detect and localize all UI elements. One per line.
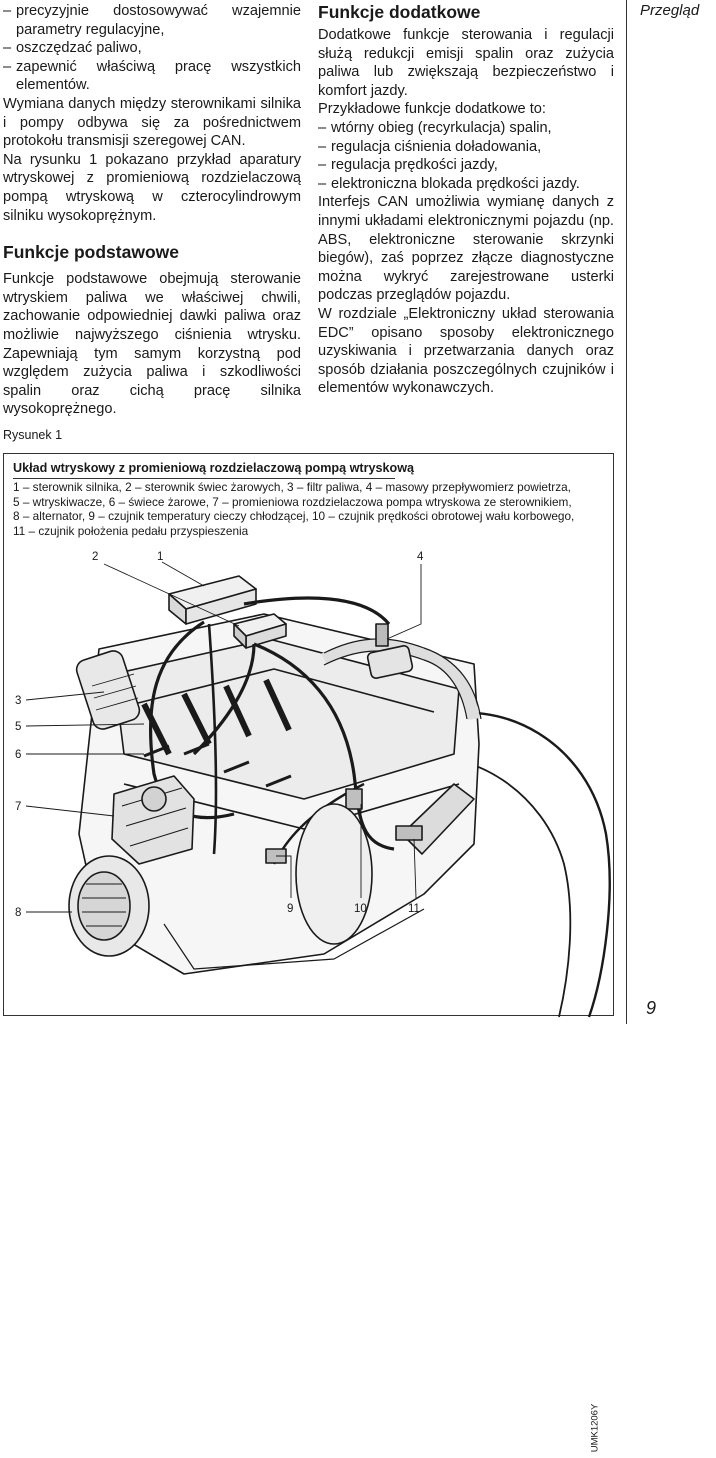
alternator-face: [78, 872, 130, 940]
section-heading: Funkcje dodatkowe: [318, 2, 481, 22]
paragraph: Dodatkowe funkcje sterowania i regulacji służą redukcji emisji spalin oraz zużycia paliwa lub zwiększają bezpieczeństwo i komfort jazdy.: [318, 27, 614, 99]
page-number: 9: [646, 998, 657, 1018]
list-item: – elektroniczna blokada prędkości jazdy.: [318, 175, 614, 194]
injection-pump-head: [142, 787, 166, 811]
leader-line: [162, 562, 204, 586]
callout-number: 3: [15, 695, 22, 707]
maf-connector: [376, 624, 388, 646]
callout-number: 5: [15, 721, 22, 733]
paragraph: Na rysunku 1 pokazano przykład aparatury wtryskowej z promieniową rozdzielaczową pompą wtryskową w czterocylindrowym silniku wysokoprężnym.: [3, 151, 301, 224]
pedal-sensor: [396, 826, 422, 840]
list-item: – zapewnić właściwą pracę wszystkich elementów.: [3, 58, 301, 95]
figure-title: Układ wtryskowy z promieniową rozdzielaczową pompą wtryskową: [13, 461, 415, 475]
paragraph: W rozdziale „Elektroniczny układ sterowania EDC” opisano sposoby elektronicznego uzyskiwania i przetwarzania danych oraz sposób działania poszczególnych czujników i elementów wykonawczych.: [318, 305, 614, 397]
list-item: – oszczędzać paliwo,: [3, 39, 301, 58]
paragraph: Funkcje podstawowe obejmują sterowanie wtryskiem paliwa we właściwej chwili, zachowanie odpowiedniej dawki paliwa oraz możliwie najwyższego ciśnienia wtrysku. Zapewniają tym samym korzystną pod względem zużycia paliwa i szkodliwości spalin oraz cichą pracę silnika wysokoprężnego.: [3, 271, 301, 418]
column-rule: [626, 0, 627, 1024]
paragraph: Wymiana danych między sterownikami silnika i pompy odbywa się za pośrednictwem protokołu transmisji szeregowej CAN.: [3, 95, 301, 150]
figure-code: [588, 1398, 602, 1458]
middle-column: [318, 2, 614, 398]
engine-diagram: [4, 454, 615, 1017]
paragraph: Przykładowe funkcje dodatkowe to:: [318, 101, 546, 118]
callout-number: 2: [92, 551, 99, 563]
callout-number: 8: [15, 907, 22, 919]
list-item: – precyzyjnie dostosowywać wzajemnie parametry regulacyjne,: [3, 2, 301, 39]
callout-number: 11: [408, 903, 420, 915]
leader-line: [387, 564, 421, 639]
list-item: – regulacja ciśnienia doładowania,: [318, 138, 614, 157]
section-heading: Funkcje podstawowe: [3, 242, 179, 263]
section-title: Przegląd: [640, 2, 700, 19]
figure-title-underline: [13, 478, 395, 479]
callout-number: 10: [354, 903, 367, 915]
paragraph: Interfejs CAN umożliwia wymianę danych z innymi układami elektronicznymi pojazdu (np. ABS, elektroniczne sterowanie skrzynki biegów), zaś poprzez złącze diagnostyczne można wykryć zarejestrowane usterki podczas przeglądów pojazdu.: [318, 194, 614, 304]
figure-caption: 1 – sterownik silnika, 2 – sterownik świec żarowych, 3 – filtr paliwa, 4 – masowy przepływomierz powietrza, 5 – wtryskiwacze, 6 – świece żarowe, 7 – promieniowa rozdzielaczowa pompa wtryskowa ze sterownikiem, 8 – alternator, 9 – czujnik temperatury cieczy chłodzącej, 10 – czujnik prędkości obrotowej wału korbowego, 11 – czujnik położenia pedału przyspieszenia: [13, 480, 575, 538]
callout-number: 4: [417, 551, 424, 563]
callout-number: 1: [157, 551, 164, 563]
callout-number: 7: [15, 801, 22, 813]
callout-number: 9: [287, 903, 294, 915]
crankshaft-speed-sensor: [346, 789, 362, 809]
figure-box: [3, 453, 614, 1453]
list-item: – wtórny obieg (recyrkulacja) spalin,: [318, 119, 614, 138]
figure-code-text: UMK1206Y: [589, 1403, 601, 1453]
left-column: [3, 2, 301, 419]
list-item: – regulacja prędkości jazdy,: [318, 156, 614, 175]
figure-label: Rysunek 1: [3, 428, 63, 442]
callout-number: 6: [15, 749, 22, 761]
